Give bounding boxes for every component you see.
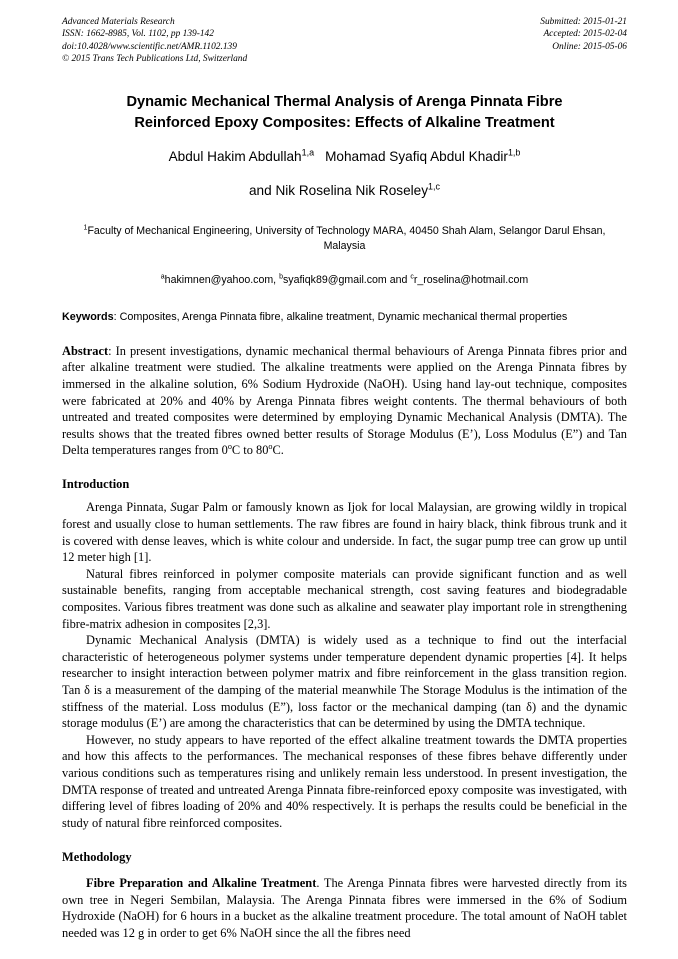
section-heading-introduction: Introduction	[62, 476, 130, 491]
title-line-2: Reinforced Epoxy Composites: Effects of Alkaline Treatment	[134, 114, 555, 131]
submitted-date: Submitted: 2015-01-21	[540, 17, 627, 27]
methodology-subheading: Fibre Preparation and Alkaline Treatment	[86, 875, 317, 890]
degree-symbol-2: o	[268, 442, 273, 452]
accepted-date: Accepted: 2015-02-04	[543, 29, 627, 40]
methodology-p1-text: . The Arenga Pinnata fibres were harvested directly from its own tree in Negeri Sembilan, Malaysia. The Arenga Pinnata fibres were immersed in the 6% of Sodium Hydroxide (NaOH) for 6 hours in a bucket as the alkaline treatment procedure. The total amount of NaOH tablet needed was 12 g in order to get 6% NaOH since the all the fibres need	[62, 875, 628, 940]
abstract-text: In present investigations, dynamic mechanical thermal behaviours of Arenga Pinnata fibres prior and after alkaline treatment were studied. The alkaline treatments were applied on the Arenga Pinnata fibres by immersed in the alkaline solution, 6% Sodium Hydroxide (NaOH). Using hand lay-out technique, composites were fabricated at 20% and 40% by Arenga Pinnata fibres weight contents. The thermal behaviours of both untreated and treated composites were determined by employing Dynamic Mechanical Analysis (DMTA). The results shows that the treated fibres owned better results of Storage Modulus (E’), Loss Modulus (E”) and Tan Delta temperatures ranges from 0	[62, 343, 627, 458]
journal-header-right	[540, 16, 627, 53]
affiliation-text: Faculty of Mechanical Engineering, University of Technology MARA, 40450 Shah Alam, Selangor Darul Ehsan, Malaysia	[87, 224, 606, 253]
page-title	[84, 92, 605, 134]
intro-p1-part-a: Arenga Pinnata,	[86, 500, 171, 515]
author-3-affiliation-marker: 1,c	[428, 181, 441, 192]
email-author-3: r_roselina@hotmail.com	[413, 273, 529, 286]
abstract-block	[62, 343, 627, 459]
author-2-name: Mohamad Syafiq Abdul Khadir	[325, 148, 508, 164]
abstract-text-cont-2: C.	[272, 443, 284, 458]
author-list-second-line	[62, 181, 627, 201]
author-3-name: Nik Roselina Nik Roseley	[275, 182, 429, 198]
journal-copyright: © 2015 Trans Tech Publications Ltd, Switzerland	[62, 54, 248, 65]
journal-running-header	[62, 16, 627, 66]
email-marker-c: c	[410, 273, 414, 281]
intro-p1-italic: S	[170, 500, 177, 515]
keywords-label: Keywords	[62, 311, 114, 324]
author-emails	[62, 273, 627, 289]
affiliation-block	[68, 224, 621, 255]
journal-doi: doi:10.4028/www.scientific.net/AMR.1102.139	[62, 41, 237, 52]
abstract-label: Abstract	[62, 343, 109, 358]
title-line-1: Dynamic Mechanical Thermal Analysis of Arenga Pinnata Fibre	[126, 93, 563, 110]
section-heading-methodology: Methodology	[62, 850, 132, 865]
email-author-1: hakimnen@yahoo.com,	[164, 273, 280, 286]
keywords-text: Composites, Arenga Pinnata fibre, alkaline treatment, Dynamic mechanical thermal properties	[119, 311, 568, 324]
introduction-paragraph-2: Natural fibres reinforced in polymer composite materials can provide significant function and as well sustainable benefits, ranging from acceptable mechanical strength, cost saving features and biodegradable composites. Various fibres treatment was done such as alkaline and seawater play important role in strengthening fibre-matrix adhesion in composites [2,3].	[62, 566, 627, 631]
introduction-paragraph-1	[62, 499, 627, 565]
introduction-paragraph-3: Dynamic Mechanical Analysis (DMTA) is widely used as a technique to find out the interfacial characteristic of heterogeneous polymer systems under temperature dependent dynamic properties [4]. It helps researcher to insight interaction between polymer matrix and fibre reinforcement in the glass transition region. Tan δ is a measurement of the damping of the material meanwhile The Storage Modulus is the intimation of the stiffness of the material. Loss modulus (E”), loss factor or the mechanical damping (tan δ) and the dynamic storage modulus (E’) are among the characteristics that can be determined by using the DMTA technique.	[62, 633, 627, 731]
author-list	[62, 147, 627, 167]
online-date: Online: 2015-05-06	[552, 41, 627, 52]
email-marker-b: b	[279, 273, 283, 281]
intro-p1-part-b: ugar Palm or famously known as Ijok for local Malaysian, are growing wildly in tropical forest and usually close to human settlements. The raw fibres are found in hairy black, think fibrous trunk and it is covered with dense leaves, which is white colour and underside. In fact, the sugar pump tree can grow up until 12 meter high [1].	[62, 500, 627, 565]
email-marker-a: a	[160, 273, 165, 281]
author-1-name: Abdul Hakim Abdullah	[168, 148, 302, 164]
affiliation-marker: 1	[83, 224, 88, 232]
author-1-affiliation-marker: 1,a	[301, 147, 315, 158]
degree-symbol-1: o	[227, 442, 232, 452]
keywords-block	[62, 310, 627, 326]
author-2-affiliation-marker: 1,b	[507, 147, 521, 158]
abstract-separator: :	[108, 343, 116, 358]
methodology-paragraph-1	[62, 875, 627, 941]
keywords-separator: :	[113, 311, 120, 324]
paper-page	[62, 16, 627, 941]
author-conjunction: and	[248, 182, 276, 198]
journal-name: Advanced Materials Research	[62, 17, 175, 27]
email-author-2: syafiqk89@gmail.com and	[282, 273, 411, 286]
introduction-paragraph-4: However, no study appears to have reported of the effect alkaline treatment towards the DMTA properties and how this affects to the performances. The mechanical responses of these fibres behave differently under various conditions such as temperatures rising and unlikely remain less understood. In present investigation, the DMTA response of treated and untreated Arenga Pinnata fibre-reinforced epoxy composite was investigated, with differing level of fibres loading of 20% and 40% respectively. It is perhaps the results could be beneficial in the study of natural fibre reinforced composites.	[62, 732, 627, 830]
abstract-text-cont-1: C to 80	[231, 443, 269, 458]
journal-issn: ISSN: 1662-8985, Vol. 1102, pp 139-142	[62, 29, 214, 40]
journal-header-left	[62, 16, 247, 66]
